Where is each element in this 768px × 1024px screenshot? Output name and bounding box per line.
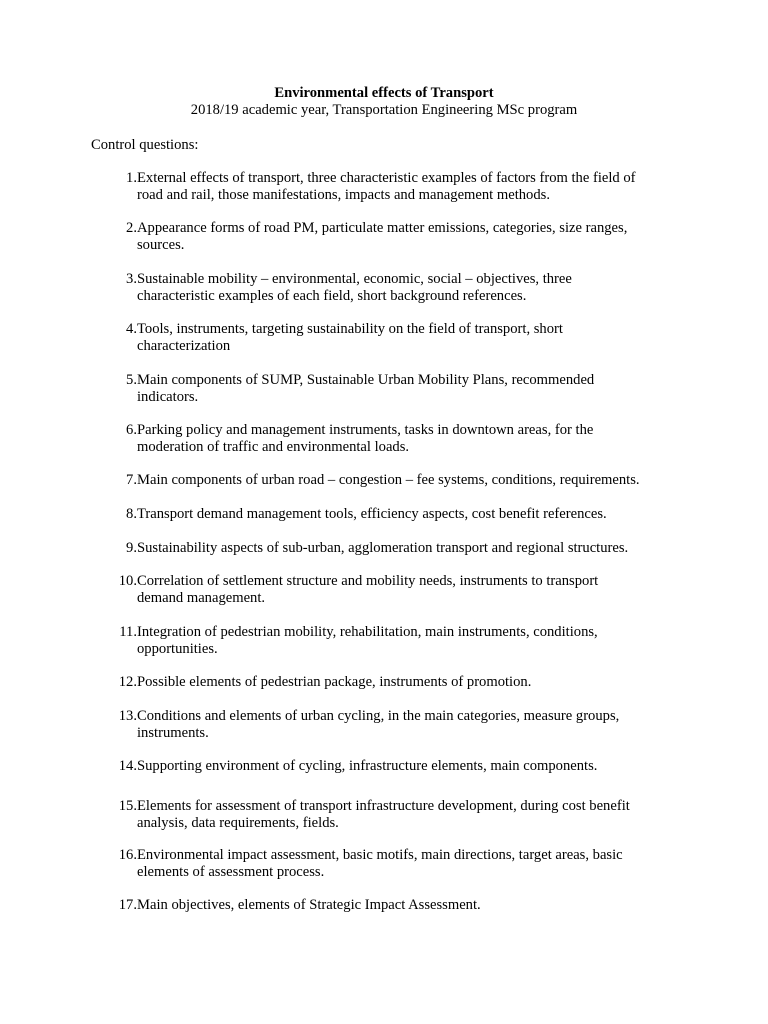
question-text: Elements for assessment of transport infrastructure development, during cost benefit analysis, data requirements, fields. [137, 798, 630, 831]
question-number: 10. [118, 573, 137, 589]
question-number: 8. [126, 506, 137, 522]
question-number: 13. [118, 708, 137, 724]
question-number: 9. [126, 540, 137, 556]
question-text: Conditions and elements of urban cycling, in the main categories, measure groups, instruments. [137, 708, 620, 741]
question-text: Main objectives, elements of Strategic Impact Assessment. [137, 897, 481, 913]
question-text: Possible elements of pedestrian package, instruments of promotion. [137, 674, 532, 690]
question-number: 16. [118, 847, 137, 863]
document-title: Environmental effects of Transport [274, 85, 494, 101]
question-text: Integration of pedestrian mobility, rehabilitation, main instruments, conditions, opportunities. [137, 624, 598, 657]
intro-label: Control questions: [91, 137, 199, 153]
question-text: Main components of urban road – congestion – fee systems, conditions, requirements. [137, 472, 640, 488]
question-number: 17. [118, 897, 137, 913]
question-text: Tools, instruments, targeting sustainability on the field of transport, short characterization [137, 321, 563, 354]
question-text: Environmental impact assessment, basic motifs, main directions, target areas, basic elements of assessment process. [137, 847, 623, 880]
question-number: 6. [126, 422, 137, 438]
question-text: Parking policy and management instruments, tasks in downtown areas, for the moderation of traffic and environmental loads. [137, 422, 594, 455]
question-text: Main components of SUMP, Sustainable Urban Mobility Plans, recommended indicators. [137, 372, 595, 405]
question-text: External effects of transport, three characteristic examples of factors from the field of road and rail, those manifestations, impacts and management methods. [137, 170, 636, 203]
question-number: 14. [118, 758, 137, 774]
question-text: Sustainability aspects of sub-urban, agglomeration transport and regional structures. [137, 540, 629, 556]
question-text: Correlation of settlement structure and mobility needs, instruments to transport demand management. [137, 573, 599, 606]
question-number: 5. [126, 372, 137, 388]
document-subtitle: 2018/19 academic year, Transportation Engineering MSc program [190, 102, 578, 118]
question-text: Appearance forms of road PM, particulate matter emissions, categories, size ranges, sources. [137, 220, 628, 253]
question-text: Transport demand management tools, efficiency aspects, cost benefit references. [137, 506, 607, 522]
question-number: 15. [118, 798, 137, 814]
question-number: 12. [118, 674, 137, 690]
question-text: Sustainable mobility – environmental, economic, social – objectives, three characteristic examples of each field, short background references. [137, 271, 572, 304]
question-text: Supporting environment of cycling, infrastructure elements, main components. [137, 758, 598, 774]
question-number: 4. [126, 321, 137, 337]
question-number: 7. [126, 472, 137, 488]
question-number: 11. [119, 624, 137, 640]
question-number: 1. [126, 170, 137, 186]
question-number: 3. [126, 271, 137, 287]
question-number: 2. [126, 220, 137, 236]
